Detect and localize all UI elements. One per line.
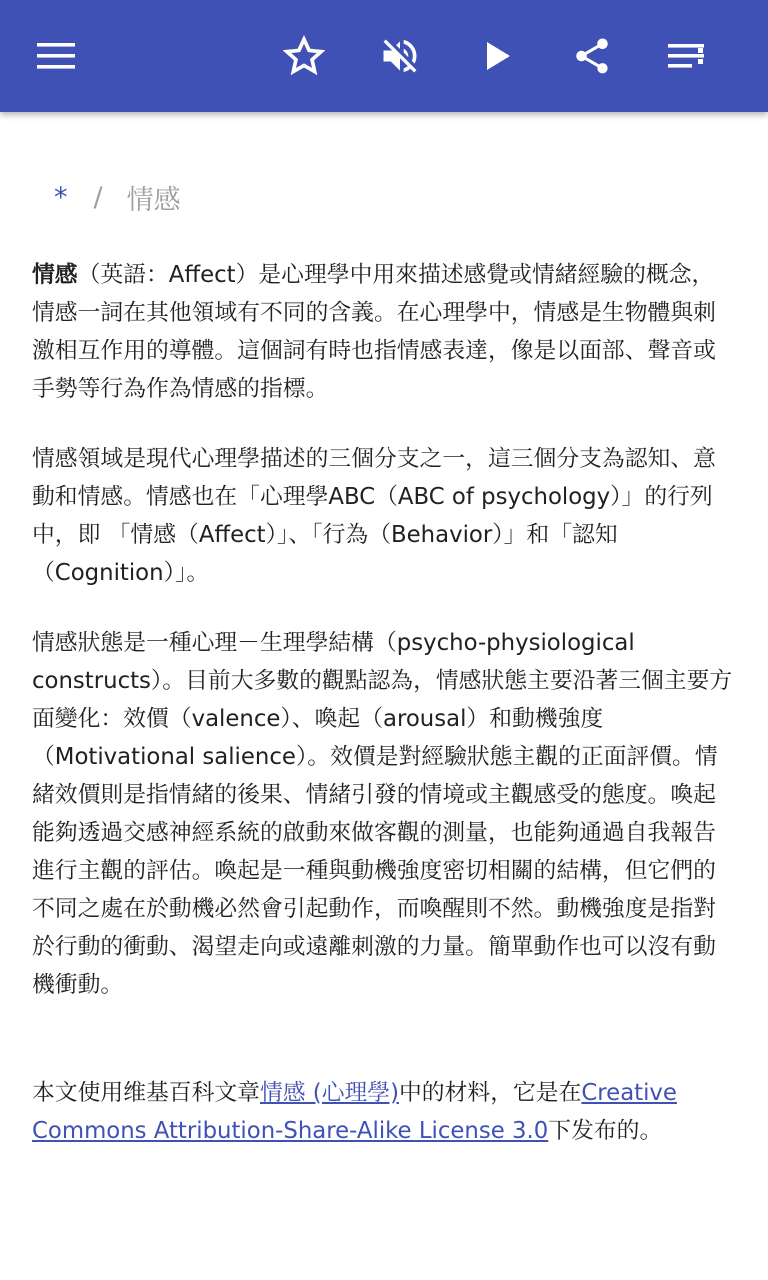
- hamburger-menu-icon: [37, 42, 75, 70]
- article-paragraph-3: 情感狀態是一種心理－生理學結構（psycho-physiological constructs）。目前大多數的觀點認為，情感狀態主要沿著三個主要方面變化：效價（valence）、喚起（arousal）和動機強度（Motivational salience）。效價是對經驗狀態主觀的正面評價。情緒效價則是指情緒的後果、情緒引發的情境或主觀感受的態度。喚起能夠透過交感神經系統的啟動來做客觀的測量，也能夠通過自我報告進行主觀的評估。喚起是一種與動機強度密切相關的結構，但它們的不同之處在於動機必然會引起動作，而喚醒則不然。動機強度是指對於行動的衝動、渴望走向或遠離刺激的力量。簡單動作也可以沒有動機衝動。: [32, 630, 733, 998]
- app-bar: [0, 0, 768, 112]
- article-paragraph-1-text: （英語：Affect）是心理學中用來描述感覺或情緒經驗的概念，情感一詞在其他領域有不同的含義。在心理學中，情感是生物體與刺激相互作用的導體。這個詞有時也指情感表達，像是以面部、聲音或手勢等行為作為情感的指標。: [32, 262, 716, 402]
- playlist-button[interactable]: [656, 24, 720, 88]
- source-article-link[interactable]: 情感 (心理學): [259, 1080, 399, 1106]
- star-outline-icon: [283, 35, 325, 77]
- attribution-prefix: 本文使用维基百科文章: [32, 1080, 260, 1106]
- favorite-button[interactable]: [272, 24, 336, 88]
- breadcrumb-current: 情感: [126, 184, 181, 216]
- license-link[interactable]: Creative Commons Attribution-Share-Alike License 3.0: [32, 1080, 677, 1144]
- attribution-middle: 中的材料，它是在: [399, 1080, 582, 1106]
- attribution-suffix: 下发布的。: [548, 1118, 663, 1144]
- breadcrumb-home-link[interactable]: *: [54, 181, 68, 213]
- volume-off-icon: [378, 34, 422, 78]
- article-term: 情感: [32, 262, 78, 288]
- playlist-icon: [668, 42, 708, 70]
- menu-button[interactable]: [24, 24, 88, 88]
- breadcrumb: [32, 180, 736, 214]
- mute-button[interactable]: [368, 24, 432, 88]
- share-icon: [571, 35, 613, 77]
- article-paragraph-1: [32, 256, 736, 408]
- share-button[interactable]: [560, 24, 624, 88]
- play-button[interactable]: [466, 24, 530, 88]
- play-icon: [483, 40, 513, 72]
- article-paragraph-2: 情感領域是現代心理學描述的三個分支之一，這三個分支為認知、意動和情感。情感也在「心理學ABC（ABC of psychology）」的行列中，即 「情感（Affect）」、「行為（Behavior）」和「認知（Cognition）」。: [32, 446, 716, 586]
- article-content: [32, 112, 736, 1150]
- attribution-text: [32, 1074, 736, 1150]
- breadcrumb-separator: /: [93, 181, 103, 213]
